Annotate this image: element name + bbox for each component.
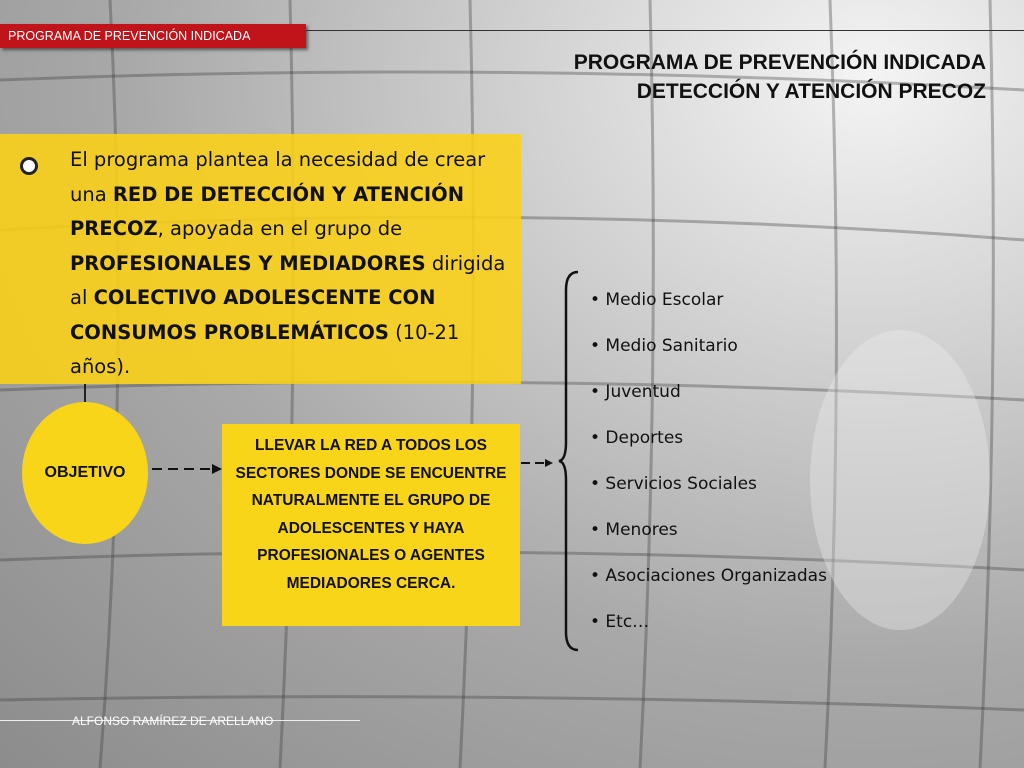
connector-line [84,384,86,404]
objective-circle [22,402,148,544]
desc-text-4: (10-21 años). [70,320,460,378]
desc-text-2: , apoyada en el grupo de [157,217,403,240]
list-item: • Menores [590,520,678,540]
goal-text: LLEVAR LA RED A TODOS LOS SECTORES DONDE SE ENCUENTRE NATURALMENTE EL GRUPO DE ADOLESCENTES Y HAYA PROFESIONALES O AGENTES MEDIADORES CERCA. [235,437,507,592]
section-tag: PROGRAMA DE PREVENCIÓN INDICADA [0,24,306,48]
footer-author: ALFONSO RAMÍREZ DE ARELLANO [72,714,274,728]
title-line-2: DETECCIÓN Y ATENCIÓN PRECOZ [636,80,986,103]
bullet-circle-icon [20,157,38,175]
page-title [574,48,986,106]
goal-box [222,424,520,626]
description-text [70,143,510,385]
list-item: • Juventud [590,382,681,402]
list-item: • Medio Sanitario [590,336,738,356]
desc-bold-3: COLECTIVO ADOLESCENTE CON CONSUMOS PROBLEMÁTICOS [70,286,436,344]
desc-bold-1: RED DE DETECCIÓN Y ATENCIÓN PRECOZ [70,182,465,240]
desc-bold-2: PROFESIONALES Y MEDIADORES [70,251,426,275]
list-item: • Deportes [590,428,684,448]
curly-brace-icon [558,270,582,652]
objective-label: OBJETIVO [44,464,126,481]
list-item: • Servicios Sociales [590,474,757,494]
desc-text-3: dirigida al [70,251,506,309]
list-item: • Medio Escolar [590,290,724,310]
dashed-arrow-icon-2 [521,456,555,470]
title-line-1: PROGRAMA DE PREVENCIÓN INDICADA [573,51,986,74]
desc-text-1: El programa plantea la necesidad de crear una [70,148,486,206]
list-item: • Etc… [590,612,650,632]
list-item: • Asociaciones Organizadas [590,566,827,586]
dashed-arrow-icon [150,462,222,476]
sector-list [590,285,827,653]
header-rule [306,30,1024,31]
